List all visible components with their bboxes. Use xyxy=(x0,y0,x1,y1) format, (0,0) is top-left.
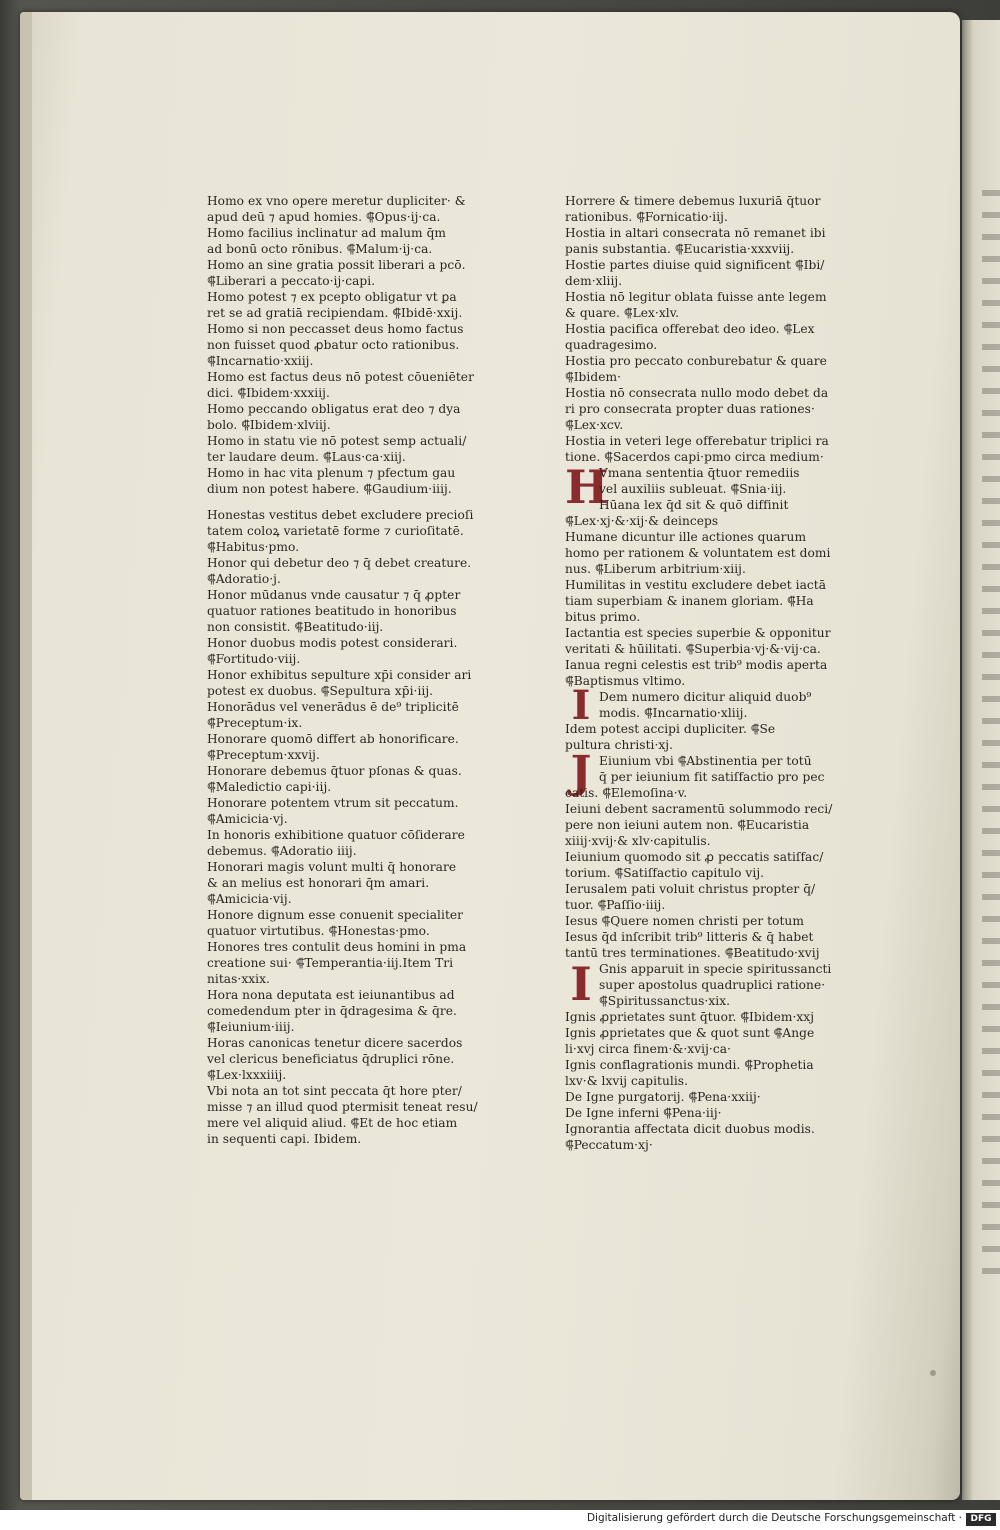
text-line: Homo in statu vie nō potest semp actuali/ xyxy=(207,434,467,448)
text-line: panis substantia. ⸿Eucaristia·xxxviij. xyxy=(565,242,795,256)
text-line: Humane dicuntur ille actiones quarum xyxy=(565,530,807,544)
text-line: ⸿Lex·lxxxiiij. xyxy=(207,1068,287,1082)
text-line: tatem coloꝝ varietatē forme ⁊ curioſitatē. xyxy=(207,524,464,538)
text-line: Honestas vestitus debet excludere precioſi xyxy=(207,508,474,522)
text-line: catis. ⸿Elemoſina·v. xyxy=(565,786,688,800)
text-line: apud deū ⁊ apud homies. ⸿Opus·ij·ca. xyxy=(207,210,441,224)
dfg-logo: DFG xyxy=(966,1513,996,1526)
text-line: ⸿Baptismus vltimo. xyxy=(565,674,686,688)
text-line: Honores tres contulit deus homini in pma xyxy=(207,940,467,954)
initial-h-block xyxy=(565,460,860,529)
text-line: ⸿Habitus·pmo. xyxy=(207,540,300,554)
text-line: ter laudare deum. ⸿Laus·ca·xiij. xyxy=(207,450,406,464)
adjacent-page-text-fragment xyxy=(982,190,1000,1290)
page-fore-edge xyxy=(20,12,32,1500)
text-line: Ianua regni celestis est trib⁹ modis aperta xyxy=(565,658,828,672)
text-line: Honor mūdanus vnde causatur ⁊ q̄ ꝓpter xyxy=(207,588,461,602)
funding-credit: Digitalisierung gefördert durch die Deutsche Forschungsgemeinschaft · xyxy=(586,1512,962,1524)
text-line: Honore dignum esse conuenit specialiter xyxy=(207,908,464,922)
text-line: Hostia nō legitur oblata fuisse ante legem xyxy=(565,290,827,304)
text-line: Horrere & timere debemus luxuriā q̄tuor xyxy=(565,194,821,208)
text-line: Ignis ꝓprietates sunt q̄tuor. ⸿Ibidem·xxj xyxy=(565,1010,815,1024)
text-line: debemus. ⸿Adoratio iiij. xyxy=(207,844,357,858)
text-line: In honoris exhibitione quatuor cōſiderare xyxy=(207,828,465,842)
text-line: Ierusalem pati voluit christus propter q̄/ xyxy=(565,882,816,896)
text-line: non fuisset quod ꝓbatur octo rationibus. xyxy=(207,338,460,352)
text-line: Homo si non peccasset deus homo factus xyxy=(207,322,464,336)
text-line: tuor. ⸿Paſſio·iiij. xyxy=(565,898,666,912)
text-line: Homo facilius inclinatur ad malum q̄m xyxy=(207,226,447,240)
text-line: Hostia nō consecrata nullo modo debet da xyxy=(565,386,829,400)
text-line: Hostia in altari consecrata nō remanet ibi xyxy=(565,226,826,240)
text-line: pere non ieiuni autem non. ⸿Eucaristia xyxy=(565,818,810,832)
right-column-lower-entries xyxy=(565,801,860,961)
text-line: De Igne inferni ⸿Pena·iij· xyxy=(565,1106,722,1120)
text-line: Iesus ⸿Quere nomen christi per totum xyxy=(565,914,804,928)
rubricated-initial-i-second: I xyxy=(570,957,592,1011)
left-column xyxy=(207,193,497,1147)
text-line: Eiunium vbi ⸿Abstinentia per totū xyxy=(599,754,812,768)
text-line: Homo peccando obligatus erat deo ⁊ dya xyxy=(207,402,461,416)
text-line: ⸿Ibidem· xyxy=(565,370,621,384)
text-line: ⸿Maledictio capi·iij. xyxy=(207,780,332,794)
text-line: tione. ⸿Sacerdos capi·pmo circa medium· xyxy=(565,450,824,464)
text-line: Honor qui debetur deo ⁊ q̄ debet creature. xyxy=(207,556,472,570)
text-line: misse ⁊ an illud quod ptermisit teneat resu/ xyxy=(207,1100,478,1114)
text-line: comedendum pter in q̄dragesima & q̄re. xyxy=(207,1004,457,1018)
text-line: Ieiuni debent sacramentū solummodo reci/ xyxy=(565,802,833,816)
text-line: Homo potest ⁊ ex pcepto obligatur vt ꝑa xyxy=(207,290,457,304)
right-column-bottom-entries xyxy=(565,1009,860,1153)
text-line: tiam superbiam & inanem gloriam. ⸿Ha xyxy=(565,594,814,608)
text-line: potest ex duobus. ⸿Sepultura xp̄i·iij. xyxy=(207,684,434,698)
text-line: ⸿Ieiunium·iiij. xyxy=(207,1020,295,1034)
text-line: Honor duobus modis potest considerari. xyxy=(207,636,458,650)
text-line: homo per rationem & voluntatem est domi xyxy=(565,546,831,560)
text-line: Ignorantia affectata dicit duobus modis. xyxy=(565,1122,815,1136)
text-line: non consistit. ⸿Beatitudo·iij. xyxy=(207,620,384,634)
text-line: Hostia pacifica offerebat deo ideo. ⸿Lex xyxy=(565,322,815,336)
text-line: li·xvj circa finem·&·xvij·ca· xyxy=(565,1042,731,1056)
text-line: ret se ad gratiā recipiendam. ⸿Ibidē·xxij. xyxy=(207,306,463,320)
text-line: ⸿Spiritussanctus·xix. xyxy=(599,994,731,1008)
footer-bar xyxy=(0,1510,1000,1530)
initial-i2-block xyxy=(565,957,860,1011)
text-line: vel auxiliis subleuat. ⸿Snia·iij. xyxy=(599,482,787,496)
text-line: ⸿Preceptum·ix. xyxy=(207,716,303,730)
text-line: ad bonū octo rōnibus. ⸿Malum·ij·ca. xyxy=(207,242,433,256)
entry-gap xyxy=(207,497,497,507)
text-line: ⸿Liberari a peccato·ij·capi. xyxy=(207,274,376,288)
text-line: xiiij·xvij·& xlv·capitulis. xyxy=(565,834,711,848)
text-line: Hostia pro peccato conburebatur & quare xyxy=(565,354,827,368)
text-line: rationibus. ⸿Fornicatio·iij. xyxy=(565,210,728,224)
text-line: Ignis ꝓprietates que & quot sunt ⸿Ange xyxy=(565,1026,815,1040)
text-line: dem·xliij. xyxy=(565,274,623,288)
text-line: mere vel aliquid aliud. ⸿Et de hoc etiam xyxy=(207,1116,458,1130)
initial-i-block xyxy=(565,682,860,753)
text-line: quatuor rationes beatitudo in honoribus xyxy=(207,604,457,618)
text-line: Honorare debemus q̄tuor pſonas & quas. xyxy=(207,764,462,778)
text-line: nus. ⸿Liberum arbitrium·xiij. xyxy=(565,562,746,576)
text-line: q̄ per ieiunium fit satiſfactio pro pec xyxy=(599,770,825,784)
text-line: ⸿Peccatum·xj· xyxy=(565,1138,653,1152)
text-line: quatuor virtutibus. ⸿Honestas·pmo. xyxy=(207,924,430,938)
text-line: Hostia in veteri lege offerebatur triplici ra xyxy=(565,434,829,448)
text-line: ⸿Adoratio·j. xyxy=(207,572,281,586)
right-column xyxy=(565,193,860,1153)
text-line: Homo in hac vita plenum ⁊ pfectum gau xyxy=(207,466,456,480)
text-line: Dem numero dicitur aliquid duob⁹ xyxy=(599,690,812,704)
text-line: ⸿Fortitudo·viij. xyxy=(207,652,301,666)
text-line: torium. ⸿Satiſfactio capitulo vij. xyxy=(565,866,765,880)
text-line: Hora nona deputata est ieiunantibus ad xyxy=(207,988,455,1002)
text-line: Iactantia est species superbie & opponitur xyxy=(565,626,831,640)
text-line: Honorare potentem vtrum sit peccatum. xyxy=(207,796,459,810)
text-line: & an melius est honorari q̄m amari. xyxy=(207,876,430,890)
text-line: ⸿Amicicia·vj. xyxy=(207,812,288,826)
text-line: ⸿Amicicia·vij. xyxy=(207,892,292,906)
text-line: bitus primo. xyxy=(565,610,641,624)
initial-i2-lines xyxy=(565,957,860,1011)
text-line: Vbi nota an tot sint peccata q̄t hore pter/ xyxy=(207,1084,462,1098)
text-line: De Igne purgatorij. ⸿Pena·xxiij· xyxy=(565,1090,761,1104)
right-column-middle-entries xyxy=(565,529,860,689)
text-line: creatione sui· ⸿Temperantia·iij.Item Tri xyxy=(207,956,454,970)
text-line: super apostolus quadruplici ratione· xyxy=(599,978,826,992)
text-line: Honorare quomō differt ab honorificare. xyxy=(207,732,459,746)
text-line: nitas·xxix. xyxy=(207,972,270,986)
text-line: Idem potest accipi dupliciter. ⸿Se xyxy=(565,722,776,736)
text-line: dici. ⸿Ibidem·xxxiij. xyxy=(207,386,330,400)
initial-j-block xyxy=(565,747,860,801)
text-line: tantū tres terminationes. ⸿Beatitudo·xvij xyxy=(565,946,820,960)
rubricated-initial-h: H xyxy=(565,460,609,514)
text-line: Honorari magis volunt multi q̄ honorare xyxy=(207,860,457,874)
text-line: veritati & hūilitati. ⸿Superbia·vj·&·vij·ca. xyxy=(565,642,821,656)
text-line: & quare. ⸿Lex·xlv. xyxy=(565,306,680,320)
text-line: Hostie partes diuise quid significent ⸿Ibi/ xyxy=(565,258,825,272)
text-line: Homo est factus deus nō potest cōueniēter xyxy=(207,370,474,384)
initial-i-lines xyxy=(565,682,860,753)
text-line: Gnis apparuit in specie spiritussancti xyxy=(599,962,832,976)
text-line: bolo. ⸿Ibidem·xlviij. xyxy=(207,418,331,432)
text-line: Horas canonicas tenetur dicere sacerdos xyxy=(207,1036,463,1050)
initial-h-lines xyxy=(565,460,860,529)
paper-stain xyxy=(930,1370,936,1376)
text-line: Homo an sine gratia possit liberari a pcō. xyxy=(207,258,466,272)
text-line: Ieiunium quomodo sit ꝓ peccatis satiſfac/ xyxy=(565,850,824,864)
text-line: quadragesimo. xyxy=(565,338,658,352)
text-line: Honor exhibitus sepulture xp̄i consider ari xyxy=(207,668,472,682)
text-line: Homo ex vno opere meretur dupliciter· & xyxy=(207,194,466,208)
text-line: ri pro consecrata propter duas rationes· xyxy=(565,402,815,416)
rubricated-initial-i: I xyxy=(571,682,591,729)
text-line: Humilitas in vestitu excludere debet iactā xyxy=(565,578,827,592)
text-line: Hūana lex q̄d sit & quō diffinit xyxy=(599,498,789,512)
text-line: Ignis conflagrationis mundi. ⸿Prophetia xyxy=(565,1058,814,1072)
right-column-top-entries xyxy=(565,193,860,465)
initial-j-lines xyxy=(565,747,860,801)
text-line: ⸿Lex·xj·&·xij·& deinceps xyxy=(565,514,719,528)
text-line: lxv·& lxvij capitulis. xyxy=(565,1074,689,1088)
text-line: vel clericus beneficiatus q̄druplici rōne. xyxy=(207,1052,455,1066)
text-line: Iesus q̄d inſcribit trib⁹ litteris & q̄ habet xyxy=(565,930,814,944)
text-line: Honorādus vel venerādus ē de⁹ triplicitē xyxy=(207,700,459,714)
rubricated-initial-j: J xyxy=(570,747,592,798)
text-line: pultura christi·xj. xyxy=(565,738,674,752)
text-line: ⸿Incarnatio·xxiij. xyxy=(207,354,314,368)
text-line: in sequenti capi. Ibidem. xyxy=(207,1132,362,1146)
text-line: modis. ⸿Incarnatio·xliij. xyxy=(599,706,748,720)
text-line: ⸿Preceptum·xxvij. xyxy=(207,748,320,762)
text-line: Vmana sententia q̄tuor remediis xyxy=(599,466,800,480)
text-line: dium non potest habere. ⸿Gaudium·iiij. xyxy=(207,482,452,496)
text-line: ⸿Lex·xcv. xyxy=(565,418,624,432)
